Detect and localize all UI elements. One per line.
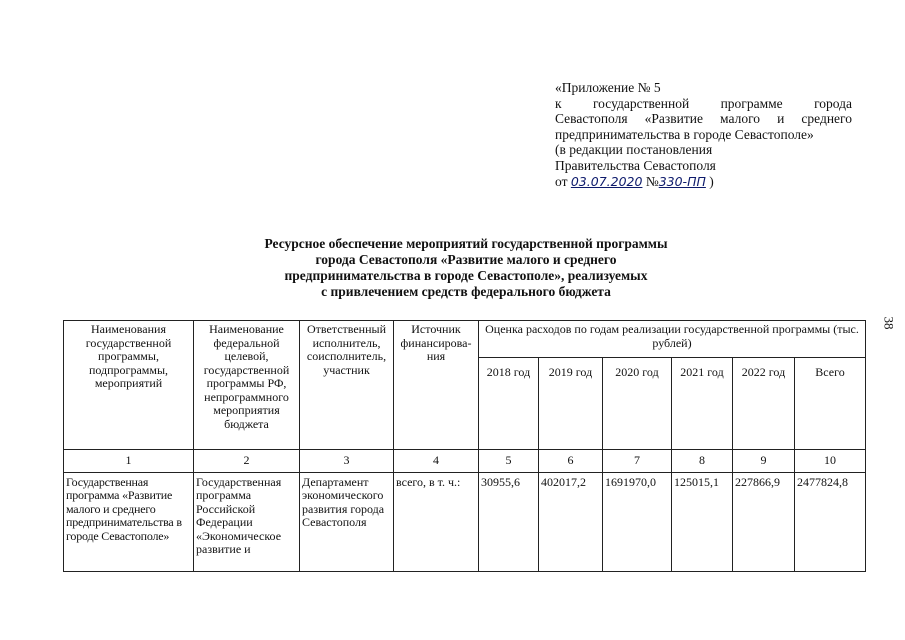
cell-2022: 227866,9 [733,472,795,571]
col-number: 7 [603,450,672,473]
cell-total: 2477824,8 [795,472,866,571]
title-line-4: с привлечением средств федерального бюджета [321,284,611,299]
resource-table [63,320,866,572]
col-number: 3 [300,450,394,473]
appendix-line-3: Севастополя «Развитие малого и среднего [555,111,852,127]
header-year-2022: 2022 год [733,358,795,450]
header-col2: Наименование федеральной целевой, государственной программы РФ, непрограммного мероприятия бюджета [194,321,300,450]
appendix-header [555,80,852,189]
number-prefix: № [645,173,659,189]
title-line-1: Ресурсное обеспечение мероприятий государственной программы [264,236,668,251]
cell-program: Государственная программа «Развитие малого и среднего предпринимательства в городе Севастополе» [64,472,194,571]
cell-source: всего, в т. ч.: [394,472,479,571]
appendix-date-line [555,174,852,190]
col-number: 8 [672,450,733,473]
column-numbers-row [64,450,866,473]
header-year-2019: 2019 год [539,358,603,450]
handwritten-number: 330-ПП [658,173,706,189]
col-number: 2 [194,450,300,473]
cell-2019: 402017,2 [539,472,603,571]
header-col1: Наименования государственной программы, подпрограммы, мероприятий [64,321,194,450]
cell-2021: 125015,1 [672,472,733,571]
appendix-line-1: «Приложение № 5 [555,80,661,95]
title-line-2: города Севастополя «Развитие малого и среднего [315,252,617,267]
col-number: 5 [479,450,539,473]
header-col3: Ответственный исполнитель, соисполнитель, участник [300,321,394,450]
appendix-line-6: Правительства Севастополя [555,157,716,173]
handwritten-date: 03.07.2020 [570,173,643,189]
header-year-2018: 2018 год [479,358,539,450]
header-year-2020: 2020 год [603,358,672,450]
cell-2020: 1691970,0 [603,472,672,571]
title-line-3: предпринимательства в городе Севастополе», реализуемых [284,268,648,283]
header-col4: Источник финансирова-ния [394,321,479,450]
appendix-line-4: предпринимательства в городе Севастополе» [555,126,814,142]
cell-executor: Департамент экономического развития города Севастополя [300,472,394,571]
date-prefix: от [555,173,568,189]
header-estimate: Оценка расходов по годам реализации государственной программы (тыс. рублей) [479,321,866,358]
col-number: 6 [539,450,603,473]
header-year-2021: 2021 год [672,358,733,450]
cell-federal: Государственная программа Российской Федерации «Экономическое развитие и [194,472,300,571]
col-number: 10 [795,450,866,473]
page-number: 38 [881,316,897,330]
col-number: 9 [733,450,795,473]
col-number: 1 [64,450,194,473]
table-row [64,472,866,571]
document-title [200,236,732,300]
closing-paren: ) [709,173,714,189]
appendix-line-5: (в редакции постановления [555,142,713,158]
header-total: Всего [795,358,866,450]
cell-2018: 30955,6 [479,472,539,571]
col-number: 4 [394,450,479,473]
appendix-line-2: к государственной программе города [555,95,852,111]
